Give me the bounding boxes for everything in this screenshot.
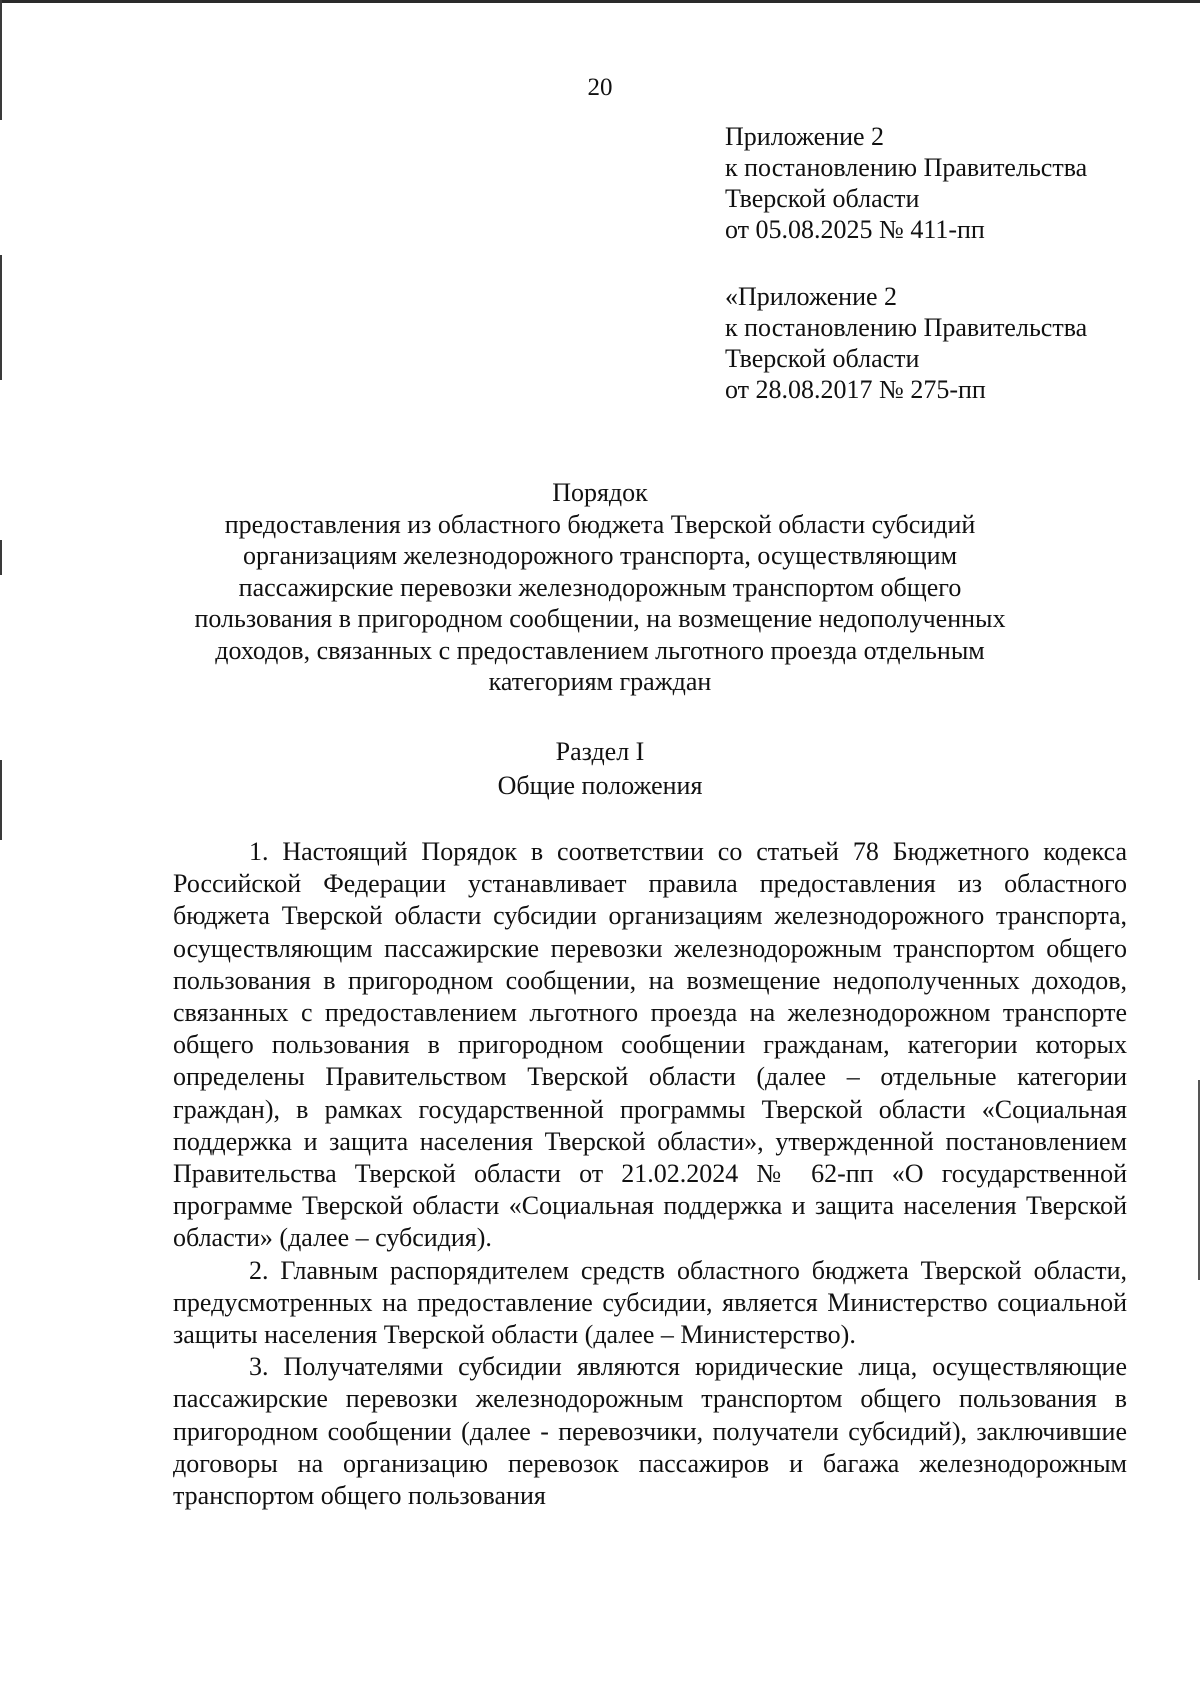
appendix-reference-old [725, 281, 1087, 405]
title-line: организациям железнодорожного транспорта, осуществляющим [242, 541, 958, 570]
appendix-line: от 05.08.2025 № 411-пп [725, 215, 985, 244]
section-name: Общие положения [497, 771, 703, 800]
scan-edge-left [0, 540, 2, 575]
page-number: 20 [587, 74, 613, 101]
appendix-line: к постановлению Правительства [725, 153, 1088, 182]
paragraph: 2. Главным распорядителем средств областного бюджета Тверской области, предусмотренных на предоставление субсидии, является Министерство социальной защиты населения Тверской области (далее – Министерство). [173, 1255, 1127, 1350]
scan-edge-top [0, 0, 1200, 3]
title-line: доходов, связанных с предоставлением льготного проезда отдельным [215, 635, 985, 665]
section-header [0, 735, 1200, 803]
paragraph: 3. Получателями субсидии являются юридические лица, осуществляющие пассажирские перевозки железнодорожным транспортом общего пользования в пригородном сообщении (далее - перевозчики, получатели субсидий), заключившие договоры на организацию перевозок пассажиров и багажа железнодорожным транспортом общего пользования [173, 1352, 1127, 1511]
document-body [173, 836, 1127, 1512]
appendix-line: к постановлению Правительства [725, 313, 1088, 342]
appendix-reference-new [725, 121, 1087, 245]
scan-edge-left [0, 0, 2, 120]
appendix-line: Тверской области [725, 344, 920, 373]
section-number: Раздел I [555, 737, 645, 766]
title-line: пользования в пригородном сообщении, на возмещение недополученных [194, 604, 1006, 633]
appendix-line: Приложение 2 [725, 122, 885, 151]
title-line: предоставления из областного бюджета Тверской области субсидий [224, 509, 976, 539]
appendix-line: «Приложение 2 [725, 282, 898, 311]
appendix-line: Тверской области [725, 184, 920, 213]
document-title [120, 477, 1080, 698]
scan-edge-left [0, 255, 2, 380]
title-heading: Порядок [552, 478, 648, 507]
title-line: пассажирские перевозки железнодорожным транспортом общего [238, 572, 962, 602]
paragraph: 1. Настоящий Порядок в соответствии со статьей 78 Бюджетного кодекса Российской Федерации устанавливает правила предоставления из областного бюджета Тверской области субсидии организациям железнодорожного транспорта, осуществляющим пассажирские перевозки железнодорожным транспортом общего пользования в пригородном сообщении, на возмещение недополученных доходов, связанных с предоставлением льготного проезда на железнодорожном транспорте общего пользования в пригородном сообщении гражданам, категории которых определены Правительством Тверской области (далее – отдельные категории граждан), в рамках государственной программы Тверской области «Социальная поддержка и защита населения Тверской области», утвержденной постановлением Правительства Тверской области от 21.02.2024 № 62-пп «О государственной программе Тверской области «Социальная поддержка и защита населения Тверской области» (далее – субсидия). [173, 837, 1127, 1253]
title-line: категориям граждан [488, 667, 712, 696]
appendix-line: от 28.08.2017 № 275-пп [725, 375, 986, 404]
